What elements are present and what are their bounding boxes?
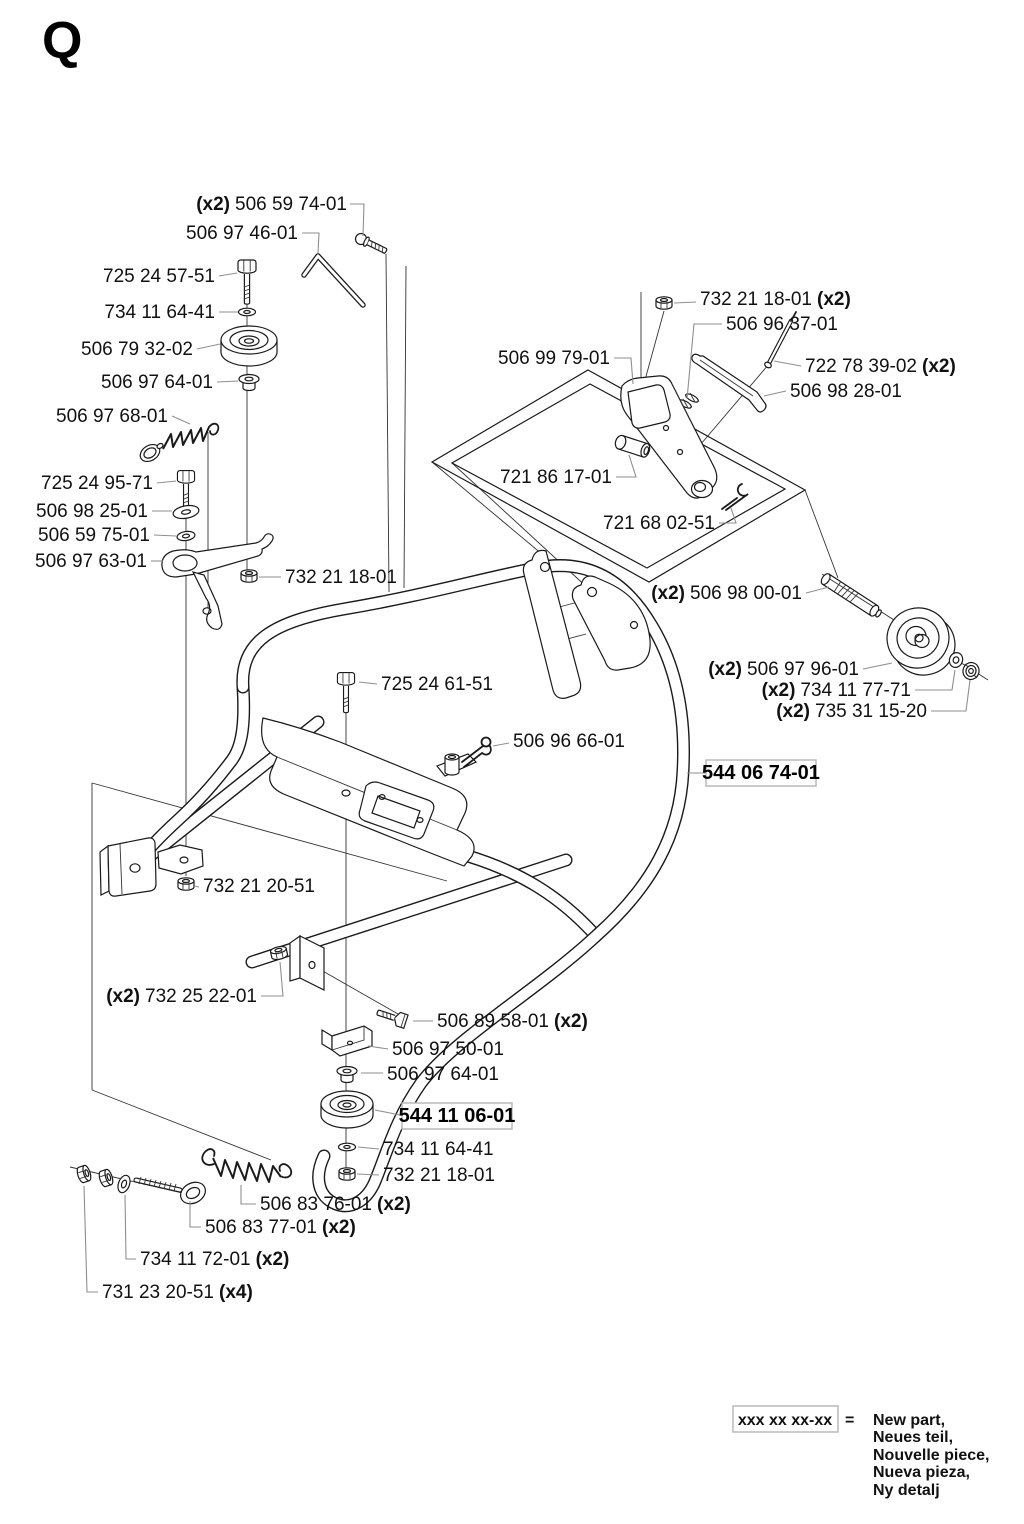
part-label-506-97-68-01: 506 97 68-01 — [56, 406, 168, 427]
legend-pattern: xxx xx xx-xx — [737, 1412, 833, 1429]
nut-732-21-18-01-b — [656, 297, 672, 309]
washer-734-11-64-41 — [239, 308, 256, 316]
washer-506-59-75-01 — [176, 530, 195, 541]
part-label-734-11-77-71: (x2) 734 11 77-71 — [761, 680, 911, 701]
part-label-506-97-96-01: (x2) 506 97 96-01 — [708, 659, 859, 680]
part-label-722-78-39-02: 722 78 39-02 (x2) — [805, 356, 956, 377]
lower-left-brackets — [100, 838, 324, 990]
latch-pin-block — [437, 754, 476, 776]
part-label-725-24-57-51: 725 24 57-51 — [103, 266, 215, 287]
legend-line-de: Neues teil, — [873, 1429, 954, 1446]
nut-732-21-20-51 — [178, 878, 194, 890]
bolt-506-89-58-01 — [375, 1006, 408, 1029]
part-label-721-86-17-01: 721 86 17-01 — [500, 467, 612, 488]
spring-506-97-68-01 — [137, 424, 218, 465]
pulley-544-11-06-01 — [321, 1091, 373, 1128]
part-label-544-11-06-01: 544 11 06-01 — [398, 1105, 516, 1127]
part-label-725-24-95-71: 725 24 95-71 — [41, 473, 153, 494]
legend-line-en: New part, — [873, 1412, 946, 1429]
part-label-506-99-79-01: 506 99 79-01 — [498, 348, 610, 369]
washer-506-98-25-01 — [172, 504, 200, 521]
part-label-506-97-50-01: 506 97 50-01 — [392, 1039, 504, 1060]
part-label-735-31-15-20: (x2) 735 31 15-20 — [776, 701, 927, 722]
spring-506-83-76-01 — [202, 1149, 291, 1182]
plate-506-98-28-01 — [692, 354, 766, 412]
page-heading: Q — [42, 12, 83, 70]
part-label-506-83-76-01: 506 83 76-01 (x2) — [260, 1194, 411, 1215]
legend-line-sv: Ny detalj — [873, 1482, 940, 1499]
spring-eyebolt-assembly — [76, 1149, 292, 1208]
channel-506-97-50-01 — [322, 1026, 372, 1056]
rod-506-97-46-01 — [304, 256, 363, 305]
part-label-731-23-20-51: 731 23 20-51 (x4) — [102, 1282, 253, 1303]
legend — [733, 1406, 990, 1499]
part-label-734-11-72-01: 734 11 72-01 (x2) — [140, 1249, 290, 1270]
spacer-506-97-64-01-lower — [337, 1067, 357, 1083]
part-label-506-96-66-01: 506 96 66-01 — [513, 731, 625, 752]
part-label-732-25-22-01: (x2) 732 25 22-01 — [106, 986, 257, 1007]
bracket-bolt-stack — [162, 471, 273, 630]
part-label-506-97-64-01-lower: 506 97 64-01 — [387, 1064, 499, 1085]
nut-732-21-18-01-c — [339, 1168, 355, 1180]
part-label-506-59-74-01: (x2) 506 59 74-01 — [196, 194, 347, 215]
nut-732-21-18-01-a — [241, 570, 257, 582]
spacer-506-97-64-01 — [239, 375, 259, 391]
detail-region-outline — [432, 370, 805, 582]
part-label-506-59-75-01: 506 59 75-01 — [38, 525, 150, 546]
legend-line-fr: Nouvelle piece, — [873, 1447, 990, 1464]
part-label-732-21-18-01-a: 732 21 18-01 — [285, 567, 397, 588]
part-label-732-21-18-01-c: 732 21 18-01 — [383, 1165, 495, 1186]
part-label-506-96-37-01: 506 96 37-01 — [726, 314, 838, 335]
washer-734-11-72-01 — [116, 1174, 132, 1195]
wheel-506-97-96-01 — [880, 601, 961, 682]
nut-732-25-22-01 — [270, 945, 288, 960]
part-label-544-06-74-01: 544 06 74-01 — [702, 762, 820, 784]
part-labels — [35, 194, 956, 1303]
bolt-725-24-57-51 — [238, 260, 256, 304]
legend-equals: = — [845, 1412, 855, 1429]
washer-734-11-64-41-lower — [339, 1143, 356, 1151]
part-label-732-21-18-01-b: 732 21 18-01 (x2) — [700, 289, 851, 310]
bracket-506-97-63-01 — [162, 534, 273, 630]
part-label-734-11-64-41: 734 11 64-41 — [104, 302, 215, 323]
nut-731-23-20-51-b — [98, 1168, 115, 1187]
part-label-506-79-32-02: 506 79 32-02 — [81, 339, 193, 360]
part-label-725-24-61-51: 725 24 61-51 — [381, 674, 493, 695]
part-label-506-97-63-01: 506 97 63-01 — [35, 551, 147, 572]
part-label-732-21-20-51: 732 21 20-51 — [203, 876, 315, 897]
pulley-506-79-32-02 — [221, 326, 277, 366]
part-label-506-98-00-01: (x2) 506 98 00-01 — [651, 583, 802, 604]
bolt-725-24-95-71 — [177, 471, 194, 510]
lever-506-99-79-01 — [621, 376, 717, 498]
part-label-506-83-77-01: 506 83 77-01 (x2) — [205, 1217, 356, 1238]
legend-line-es: Nueva pieza, — [873, 1464, 970, 1481]
screw-506-59-74-01 — [354, 232, 389, 257]
idler-pulley-upper-stack — [221, 260, 277, 391]
part-label-506-97-64-01: 506 97 64-01 — [101, 372, 213, 393]
clip-721-68-02-51 — [722, 484, 748, 510]
part-label-506-89-58-01: 506 89 58-01 (x2) — [437, 1011, 588, 1032]
locknut-735-31-15-20 — [961, 661, 981, 682]
part-label-506-98-25-01: 506 98 25-01 — [36, 501, 148, 522]
part-label-721-68-02-51: 721 68 02-51 — [603, 513, 715, 534]
part-label-734-11-64-41-lower: 734 11 64-41 — [383, 1139, 494, 1160]
bolt-725-24-61-51 — [337, 673, 354, 713]
nut-731-23-20-51-a — [76, 1164, 93, 1183]
eyebolt-506-83-77-01 — [136, 1177, 209, 1208]
axle-506-98-00-01 — [819, 572, 883, 619]
part-label-506-97-46-01: 506 97 46-01 — [186, 223, 298, 244]
part-label-506-98-28-01: 506 98 28-01 — [790, 381, 902, 402]
